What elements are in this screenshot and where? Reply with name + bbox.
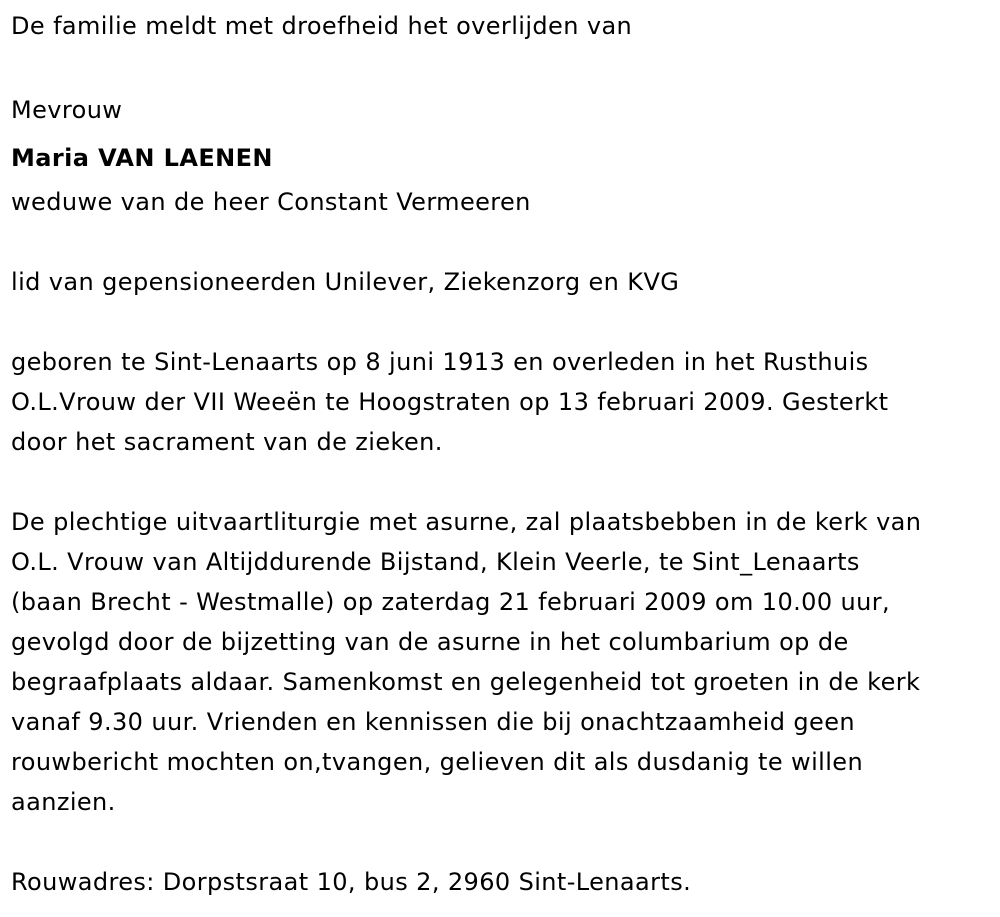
funeral-line: gevolgd door de bijzetting van de asurne in het columbarium op de: [11, 628, 849, 656]
funeral-line: vanaf 9.30 uur. Vrienden en kennissen die bij onachtzaamheid geen: [11, 708, 855, 736]
spouse-text: weduwe van de heer Constant Vermeeren: [11, 188, 531, 216]
funeral-line: aanzien.: [11, 788, 116, 816]
funeral-line: (baan Brecht - Westmalle) op zaterdag 21 februari 2009 om 10.00 uur,: [11, 588, 891, 616]
birth-death-line: door het sacrament van de zieken.: [11, 428, 443, 456]
funeral-line: rouwbericht mochten on,tvangen, gelieven dit als dusdanig te willen: [11, 748, 864, 776]
intro-text: De familie meldt met droefheid het overlijden van: [11, 12, 633, 40]
membership-text: lid van gepensioneerden Unilever, Ziekenzorg en KVG: [11, 268, 680, 296]
birth-death-line: O.L.Vrouw der VII Weeën te Hoogstraten op 13 februari 2009. Gesterkt: [11, 388, 889, 416]
birth-death-line: geboren te Sint-Lenaarts op 8 juni 1913 en overleden in het Rusthuis: [11, 348, 869, 376]
funeral-line: De plechtige uitvaartliturgie met asurne, zal plaatsbebben in de kerk van: [11, 508, 922, 536]
obituary-document: [11, 6, 996, 902]
funeral-line: begraafplaats aldaar. Samenkomst en gelegenheid tot groeten in de kerk: [11, 668, 921, 696]
mourning-address: Rouwadres: Dorpstsraat 10, bus 2, 2960 Sint-Lenaarts.: [11, 868, 692, 896]
spacer: [11, 222, 996, 262]
deceased-name: Maria VAN LAENEN: [11, 144, 273, 172]
honorific: Mevrouw: [11, 96, 123, 124]
spacer: [11, 462, 996, 502]
spacer: [11, 822, 996, 862]
spacer: [11, 46, 996, 86]
spacer: [11, 302, 996, 342]
funeral-line: O.L. Vrouw van Altijddurende Bijstand, Klein Veerle, te Sint_Lenaarts: [11, 548, 860, 576]
